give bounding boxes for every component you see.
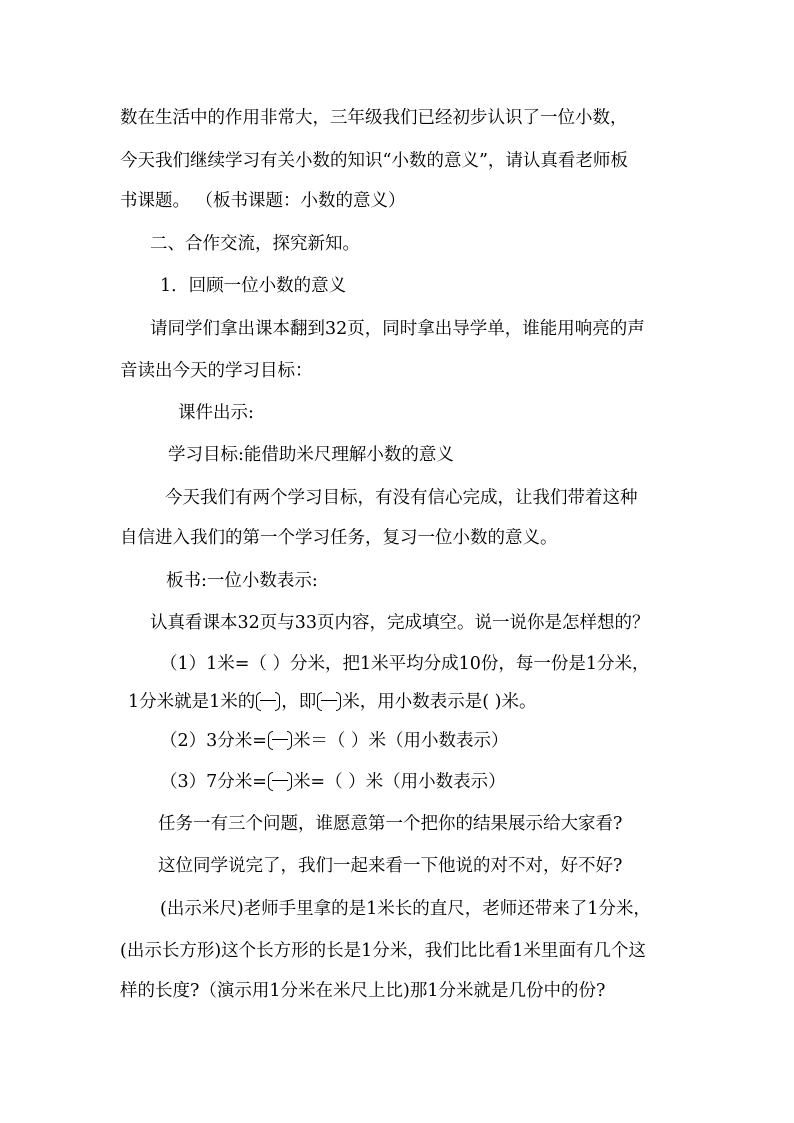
task-instruction: 认真看课本32页与33页内容，完成填空。说一说你是怎样想的？	[150, 613, 650, 633]
learning-goal: 学习目标:能借助米尺理解小数的意义	[168, 445, 454, 465]
question3	[160, 770, 506, 794]
para2-line1: 请同学们拿出课本翻到32页，同时拿出导学单，谁能用响亮的声	[150, 319, 645, 339]
question1-text-b: ，即	[281, 692, 317, 712]
para2-line2: 音读出今天的学习目标：	[120, 361, 313, 381]
question3-text-b: 米=（ ）米（用小数表示）	[292, 772, 506, 792]
fraction-blank[interactable]	[256, 692, 280, 710]
question1-line2	[128, 690, 537, 714]
question1-text-c: 米，用小数表示是( )米。	[342, 692, 537, 712]
para1-line1: 数在生活中的作用非常大，三年级我们已经初步认识了一位小数，	[120, 108, 628, 128]
courseware-label: 课件出示:	[178, 403, 254, 423]
question3-text-a: （3）7分米=	[160, 772, 267, 792]
question1-line1: （1）1米=（ ）分米，把1米平均分成10份，每一份是1分米，	[160, 654, 650, 674]
para3-line2: 自信进入我们的第一个学习任务，复习一位小数的意义。	[120, 528, 558, 548]
para1-line2: 今天我们继续学习有关小数的知识“小数的意义”，请认真看老师板	[120, 151, 628, 171]
para6-line3: 样的长度?（演示用1分米在米尺上比)那1分米就是几份中的份?	[120, 981, 606, 1001]
para4: 任务一有三个问题，谁愿意第一个把你的结果展示给大家看?	[158, 814, 623, 834]
para6-line2: (出示长方形)这个长方形的长是1分米，我们比比看1米里面有几个这	[120, 941, 646, 961]
question2-text-b: 米＝（ ）米（用小数表示）	[292, 731, 509, 751]
question2-text-a: （2）3分米=	[160, 731, 267, 751]
question1-text-a: 1分米就是1米的	[128, 692, 256, 712]
para6-line1: (出示米尺)老师手里拿的是1米长的直尺，老师还带来了1分米，	[160, 899, 651, 919]
para1-line3: 书课题。 （板书课题：小数的意义）	[120, 191, 406, 211]
fraction-blank[interactable]	[268, 731, 292, 749]
question2	[160, 729, 509, 753]
subsection-heading: 1．回顾一位小数的意义	[160, 276, 347, 296]
para3-line1: 今天我们有两个学习目标，有没有信心完成，让我们带着这种	[165, 488, 638, 508]
section-heading: 二、合作交流，探究新知。	[150, 234, 360, 254]
para5: 这位同学说完了，我们一起来看一下他说的对不对，好不好?	[158, 856, 623, 876]
fraction-blank[interactable]	[268, 772, 292, 790]
fraction-blank[interactable]	[317, 692, 341, 710]
board-writing: 板书:一位小数表示:	[166, 571, 318, 591]
